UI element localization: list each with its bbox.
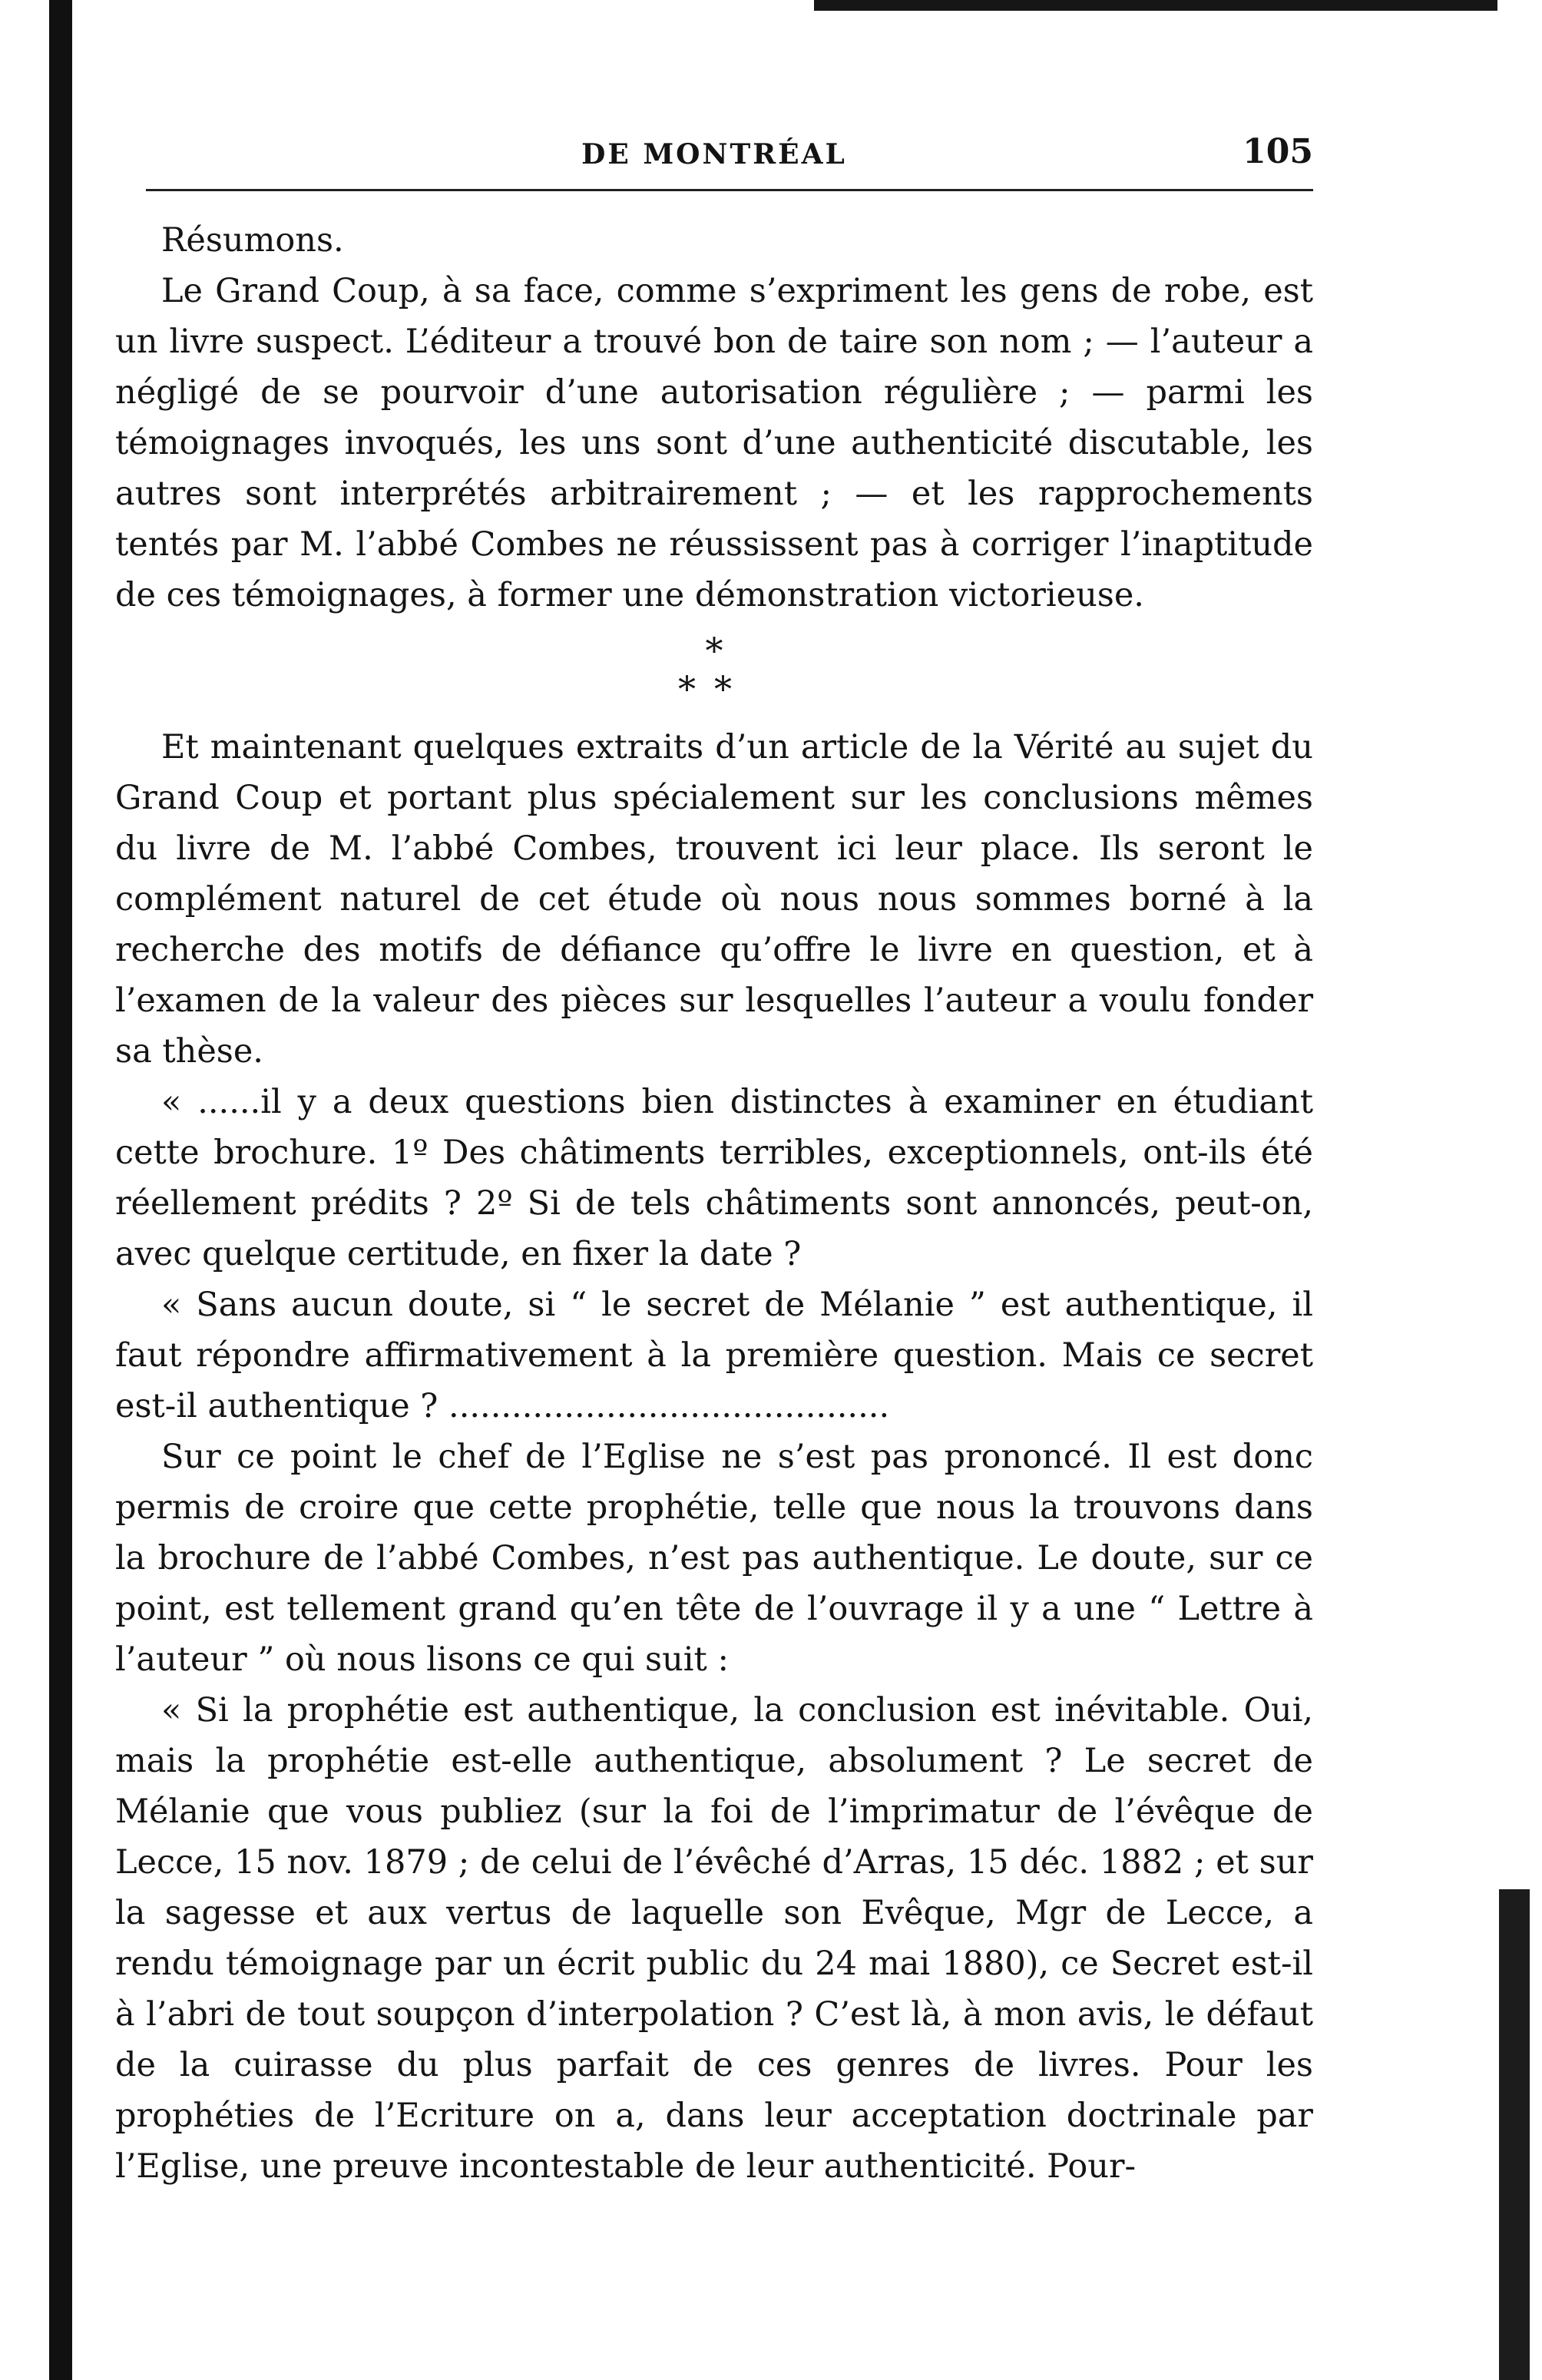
top-edge-rule [814,0,1497,11]
header-rule [146,189,1313,191]
page-number: 105 [1243,132,1313,171]
running-title: DE MONTRÉAL [581,138,847,170]
quote-paragraph: « Si la prophétie est authentique, la conclusion est inévitable. Oui, mais la prophétie est-elle authentique, absolument ? Le secret de Mélanie que vous publiez (sur la foi de l’imprimatur de l’évêque de Lecce, 15 nov. 1879 ; de celui de l’évêché d’Arras, 15 déc. 1882 ; et sur la sagesse et aux vertus de laquelle son Evêque, Mgr de Lecce, a rendu témoignage par un écrit public du 24 mai 1880), ce Secret est-il à l’abri de tout soupçon d’interpolation ? C’est là, à mon avis, le défaut de la cuirasse du plus parfait de ces genres de livres. Pour les prophéties de l’Ecriture on a, dans leur acceptation doctrinale par l’Eglise, une preuve incontestable de leur authenticité. Pour- [115,1691,1313,2186]
paragraph: Résumons. [161,221,344,260]
paragraph: Et maintenant quelques extraits d’un article de la Vérité au sujet du Grand Coup et portant plus spécialement sur les conclusions mêmes du livre de M. l’abbé Combes, trouvent ici leur place. Ils seront le complément naturel de cet étude où nous nous sommes borné à la recherche des motifs de défiance qu’offre le livre en question, et à l’examen de la valeur des pièces sur lesquelles l’auteur a voulu fonder sa thèse. [115,728,1313,1071]
running-head [115,115,1313,192]
quote-paragraph: « ......il y a deux questions bien distinctes à examiner en étudiant cette brochure. 1º Des châtiments terribles, exceptionnels, ont-ils été réellement prédits ? 2º Si de tels châtiments sont annoncés, peut-on, avec quelque certitude, en fixer la date ? [115,1083,1313,1273]
paragraph: Sur ce point le chef de l’Eglise ne s’est pas prononcé. Il est donc permis de croire que cette prophétie, telle que nous la trouvons dans la brochure de l’abbé Combes, n’est pas authentique. Le doute, sur ce point, est tellement grand qu’en tête de l’ouvrage il y a une “ Lettre à l’auteur ” où nous lisons ce qui suit : [115,1438,1313,1679]
right-edge-shadow [1499,1889,1530,2380]
paragraph: Le Grand Coup, à sa face, comme s’expriment les gens de robe, est un livre suspect. L’éditeur a trouvé bon de taire son nom ; — l’auteur a négligé de se pourvoir d’une autorisation régulière ; — parmi les témoignages invoqués, les uns sont d’une authenticité discutable, les autres sont interprétés arbitrairement ; — et les rapprochements tentés par M. l’abbé Combes ne réussissent pas à corriger l’inaptitude de ces témoignages, à former une démonstration victorieuse. [115,272,1313,614]
book-page [115,115,1313,2192]
asterism-separator [115,631,1313,708]
quote-paragraph: « Sans aucun doute, si “ le secret de Mélanie ” est authentique, il faut répondre affirmativement à la première question. Mais ce secret est-il authentique ? .......................................... [115,1286,1313,1425]
asterism-bottom: ** [678,668,750,710]
binding-edge [49,0,72,2380]
body-text [115,215,1313,2192]
asterism-top: * [705,630,723,671]
